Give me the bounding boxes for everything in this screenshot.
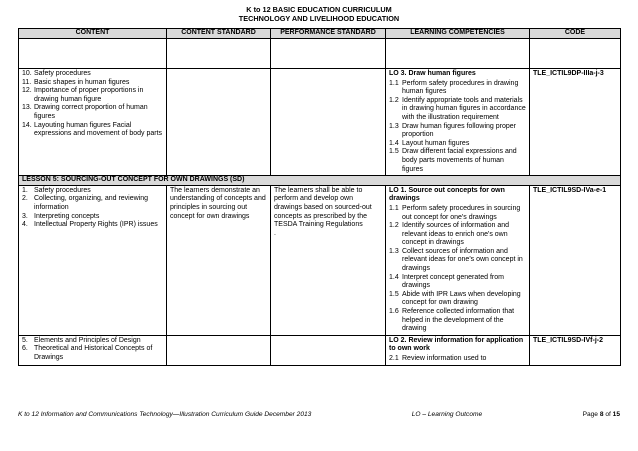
content-cell	[19, 69, 167, 176]
code-cell: TLE_ICTIL9SD-IVa-e-1	[530, 185, 621, 335]
table-row-blank	[19, 39, 621, 69]
list-item: 1.5 Draw different facial expressions and body parts movements of human figures	[389, 148, 517, 173]
list-item: 12. Importance of proper proportions in drawing human figure	[22, 87, 144, 103]
code-cell: TLE_ICTIL9SD-IVf-j-2	[530, 335, 621, 365]
content-cell	[19, 185, 167, 335]
list-item: 14. Layouting human figures Facial expressions and movement of body parts	[22, 121, 163, 138]
table-row-lo1	[19, 185, 621, 335]
list-item: 1.4 Layout human figures	[389, 139, 470, 147]
page-number: Page 8 of 15	[582, 411, 620, 418]
header-line-1: K to 12 BASIC EDUCATION CURRICULUM	[246, 5, 392, 14]
list-item: 5. Elements and Principles of Design	[22, 336, 141, 344]
list-item: 2.1 Review information used to	[389, 355, 487, 362]
header-line-2: TECHNOLOGY AND LIVELIHOOD EDUCATION	[238, 14, 400, 23]
lo-title: LO 1. Source out concepts for own drawings	[389, 186, 505, 203]
col-header-content-standard: CONTENT STANDARD	[167, 29, 271, 39]
lesson-heading-row	[19, 176, 621, 186]
competencies-cell	[386, 185, 530, 335]
col-header-performance-standard: PERFORMANCE STANDARD	[271, 29, 386, 39]
performance-standard-dot: .	[274, 229, 276, 237]
list-item: 1.4 Interpret concept generated from drawings	[389, 273, 504, 290]
performance-standard-text: The learners shall be able to perform and develop own drawings based on sourced-out concepts as prescribed by the TESDA Training Regulations	[274, 186, 372, 229]
footer-legend: LO – Learning Outcome	[411, 411, 483, 418]
lesson-heading: LESSON 5: SOURCING-OUT CONCEPT FOR OWN DRAWINGS (SD)	[19, 176, 621, 186]
list-item: 2. Collecting, organizing, and reviewing information	[22, 195, 149, 211]
list-item: 10. Safety procedures	[22, 70, 91, 77]
list-item: 1. Safety procedures	[22, 186, 91, 194]
col-header-learning-competencies: LEARNING COMPETENCIES	[386, 29, 530, 39]
list-item: 1.2 Identify sources of information and relevant ideas to enrich one's own concept in drawings	[389, 222, 510, 247]
list-item: 11. Basic shapes in human figures	[22, 78, 130, 86]
list-item: 3. Interpreting concepts	[22, 212, 100, 220]
table-row-lo3	[19, 69, 621, 176]
lo-title: LO 2. Review information for application to own work	[389, 336, 524, 353]
list-item: 1.6 Reference collected information that helped in the development of the drawing	[389, 308, 515, 333]
table-row-lo2	[19, 335, 621, 365]
competencies-cell	[386, 335, 530, 365]
list-item: 1.3 Draw human figures following proper proportion	[389, 122, 516, 139]
lo-title: LO 3. Draw human figures	[389, 70, 476, 77]
list-item: 1.3 Collect sources of information and relevant ideas for one's own concept in drawings	[389, 247, 523, 273]
page-footer	[18, 411, 620, 418]
list-item: 4. Intellectual Property Rights (IPR) issues	[22, 221, 158, 229]
competencies-cell	[386, 69, 530, 176]
list-item: 1.5 Abide with IPR Laws when developing concept for own drawing	[389, 290, 521, 307]
curriculum-table	[18, 28, 621, 366]
code-cell: TLE_ICTIL9DP-IIIa-j-3	[530, 69, 621, 176]
performance-standard-cell	[271, 185, 386, 335]
col-header-content: CONTENT	[19, 29, 167, 39]
list-item: 6. Theoretical and Historical Concepts of Drawings	[22, 345, 153, 361]
list-item: 1.1 Perform safety procedures in sourcing out concept for one's drawings	[389, 204, 521, 221]
footer-document-title: K to 12 Information and Communications Technology—Illustration Curriculum Guide December 2013	[18, 411, 312, 418]
table-header-row	[19, 29, 621, 39]
col-header-code: CODE	[530, 29, 621, 39]
content-cell	[19, 335, 167, 365]
list-item: 13. Drawing correct proportion of human figures	[22, 104, 148, 120]
content-standard-cell: The learners demonstrate an understanding of concepts and principles in sourcing out concept for own drawings	[167, 185, 271, 335]
list-item: 1.2 Identify appropriate tools and materials in drawing human figures in accordance with the illustration requirement	[389, 96, 526, 121]
document-header	[0, 5, 638, 23]
list-item: 1.1 Perform safety procedures in drawing human figures	[389, 79, 519, 96]
